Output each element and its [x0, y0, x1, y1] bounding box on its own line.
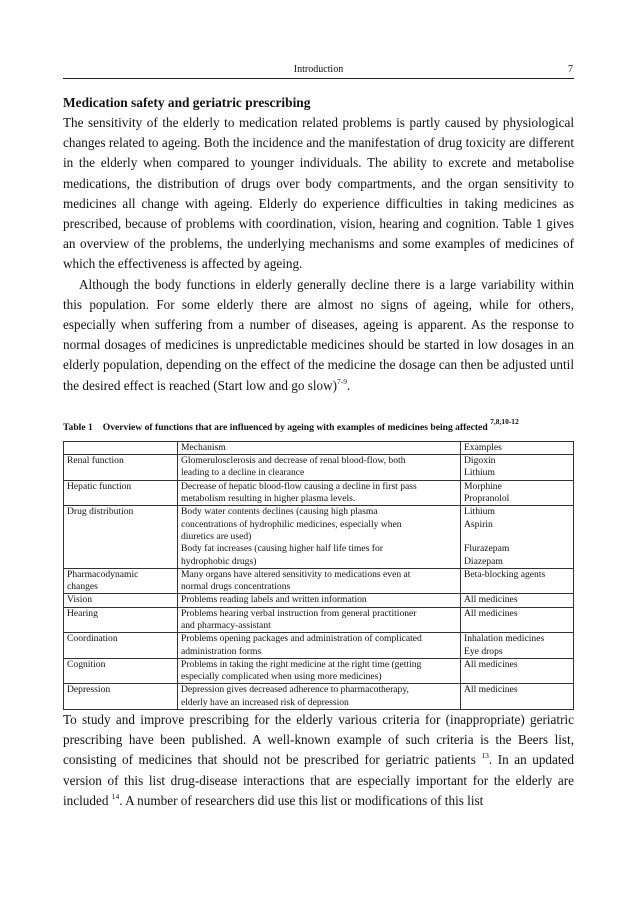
- table-row: [64, 480, 574, 506]
- table-row: [64, 506, 574, 568]
- table-header-cell: Examples: [461, 441, 574, 454]
- cell-line: Coordination: [67, 633, 118, 645]
- paragraph-3-text-c: . A number of researchers did use this list or modifications of this list: [119, 792, 484, 808]
- citation-ref: 7-9: [337, 376, 348, 386]
- table-cell-examples: [461, 684, 574, 710]
- document-page: [63, 64, 574, 811]
- cell-line: diuretics are used): [181, 530, 252, 542]
- cell-line: Problems opening packages and administration of complicated: [181, 633, 422, 645]
- table-cell-examples: [461, 480, 574, 506]
- section-heading: Medication safety and geriatric prescribing: [63, 95, 311, 110]
- cell-line: normal drugs concentrations: [181, 581, 291, 593]
- cell-line: Hepatic function: [67, 480, 132, 492]
- table-row: [64, 684, 574, 710]
- table-cell-mechanism: [178, 455, 461, 481]
- paragraph-2-end: .: [347, 377, 351, 393]
- table-caption: [63, 416, 574, 435]
- cell-line: Aspirin: [464, 518, 493, 530]
- cell-line: Lithium: [464, 506, 495, 518]
- cell-line: [464, 531, 570, 543]
- table-row: [64, 607, 574, 633]
- cell-line: All medicines: [464, 684, 518, 696]
- table-body: [64, 455, 574, 710]
- cell-line: Many organs have altered sensitivity to medications even at: [181, 568, 411, 580]
- table-cell-mechanism: [178, 594, 461, 607]
- cell-line: Digoxin: [464, 455, 496, 467]
- paragraph-2: [63, 275, 574, 396]
- table-header-cell: Mechanism: [178, 441, 461, 454]
- table-cell-examples: [461, 568, 574, 594]
- table-cell-examples: [461, 607, 574, 633]
- citation-ref: 13: [481, 751, 489, 761]
- cell-line: Glomerulosclerosis and decrease of renal blood-flow, both: [181, 455, 406, 467]
- cell-line: Pharmacodynamic: [67, 568, 139, 580]
- paragraph-3-text-a: To study and improve prescribing for the elderly various criteria for (inappropriate) geriatric prescribing have been published. A well-known example of such criteria is the Beers list, consisting of medicines that should not be prescribed for geriatric patients: [63, 712, 574, 768]
- running-header: [63, 64, 574, 79]
- table-cell-function: [64, 607, 178, 633]
- table-cell-function: [64, 658, 178, 684]
- cell-line: Cognition: [67, 658, 106, 670]
- table-header-row: [64, 441, 574, 454]
- cell-line: Morphine: [464, 480, 502, 492]
- table-row: [64, 568, 574, 594]
- page-number: 7: [568, 64, 573, 75]
- table-cell-mechanism: [178, 568, 461, 594]
- cell-line: leading to a decline in clearance: [181, 467, 305, 479]
- paragraph-2-text: Although the body functions in elderly generally decline there is a large variability within this population. For some elderly there are almost no signs of ageing, while for others, especially when suffering from a number of diseases, ageing is apparent. As the response to normal dosages of medicines is unpredictable medicines should be started in low dosages in an elderly population, depending on the effect of the medicine the dosage can then be adjusted until the desired effect is reached (Start low and go slow): [63, 276, 574, 393]
- cell-line: changes: [67, 581, 98, 593]
- cell-line: especially complicated when using more medicines): [181, 671, 382, 683]
- cell-line: Drug distribution: [67, 506, 134, 518]
- table-caption-text: Overview of functions that are influenced by ageing with examples of medicines being affected: [102, 421, 488, 433]
- table-row: [64, 658, 574, 684]
- cell-line: Depression gives decreased adherence to pharmacotherapy,: [181, 684, 409, 696]
- table-cell-mechanism: [178, 506, 461, 568]
- cell-line: All medicines: [464, 658, 518, 670]
- table-cell-function: [64, 633, 178, 659]
- paragraph-3: [63, 710, 574, 811]
- cell-line: Decrease of hepatic blood-flow causing a decline in first pass: [181, 480, 417, 492]
- citation-ref: 7,8,10-12: [490, 416, 519, 426]
- cell-line: Problems in taking the right medicine at the right time (getting: [181, 658, 422, 670]
- cell-line: Body fat increases (causing higher half life times for: [181, 543, 383, 555]
- cell-line: Renal function: [67, 455, 124, 467]
- table-cell-examples: [461, 633, 574, 659]
- table-cell-function: [64, 594, 178, 607]
- cell-line: and pharmacy-assistant: [181, 620, 271, 631]
- cell-line: All medicines: [464, 594, 518, 606]
- cell-line: Flurazepam: [464, 543, 510, 555]
- cell-line: Beta-blocking agents: [464, 568, 546, 580]
- table-row: [64, 594, 574, 607]
- table-cell-function: [64, 684, 178, 710]
- table-cell-examples: [461, 594, 574, 607]
- cell-line: metabolism resulting in higher plasma levels.: [181, 493, 356, 505]
- table-cell-examples: [461, 506, 574, 568]
- table-cell-function: [64, 568, 178, 594]
- cell-line: elderly have an increased risk of depression: [181, 696, 349, 708]
- cell-line: administration forms: [181, 645, 262, 657]
- cell-line: Depression: [67, 684, 111, 696]
- cell-line: Problems reading labels and written information: [181, 594, 367, 606]
- cell-line: Lithium: [464, 467, 495, 479]
- cell-line: Eye drops: [464, 645, 503, 657]
- table-cell-mechanism: [178, 633, 461, 659]
- table-row: [64, 455, 574, 481]
- table-header-cell: [64, 441, 178, 454]
- cell-line: hydrophobic drugs): [181, 555, 257, 567]
- cell-line: Diazepam: [464, 555, 503, 567]
- table-row: [64, 633, 574, 659]
- table-cell-mechanism: [178, 684, 461, 710]
- overview-table: [63, 441, 574, 710]
- paragraph-3-text-b: . In an updated version of this list drug-disease interactions that are especially important for the elderly are included: [63, 752, 574, 808]
- header-title: Introduction: [293, 64, 344, 75]
- table-cell-mechanism: [178, 658, 461, 684]
- table-label: Table 1: [63, 421, 93, 433]
- table-cell-mechanism: [178, 607, 461, 633]
- table-cell-function: [64, 506, 178, 568]
- table-cell-function: [64, 455, 178, 481]
- cell-line: concentrations of hydrophilic medicines, especially when: [181, 518, 402, 530]
- cell-line: All medicines: [464, 607, 518, 619]
- table-cell-examples: [461, 658, 574, 684]
- paragraph-1: The sensitivity of the elderly to medication related problems is partly caused by physiological changes related to ageing. Both the incidence and the manifestation of drug toxicity are different in the elderly when compared to younger individuals. The ability to excrete and metabolise medications, the distribution of drugs over body compartments, and the organ sensitivity to medicines all change with ageing. Elderly do experience difficulties in taking medicines as prescribed, because of problems with coordination, vision, hearing and cognition. Table 1 gives an overview of the problems, the underlying mechanisms and some examples of medicines of which the effectiveness is affected by ageing.: [63, 115, 574, 272]
- cell-line: Body water contents declines (causing high plasma: [181, 506, 378, 518]
- cell-line: Hearing: [67, 607, 98, 619]
- cell-line: Propranolol: [464, 493, 510, 505]
- citation-ref: 14: [111, 791, 120, 801]
- table-cell-examples: [461, 455, 574, 481]
- table-cell-function: [64, 480, 178, 506]
- cell-line: Vision: [67, 594, 93, 606]
- cell-line: Problems hearing verbal instruction from general practitioner: [181, 607, 417, 619]
- table-cell-mechanism: [178, 480, 461, 506]
- cell-line: Inhalation medicines: [464, 633, 545, 645]
